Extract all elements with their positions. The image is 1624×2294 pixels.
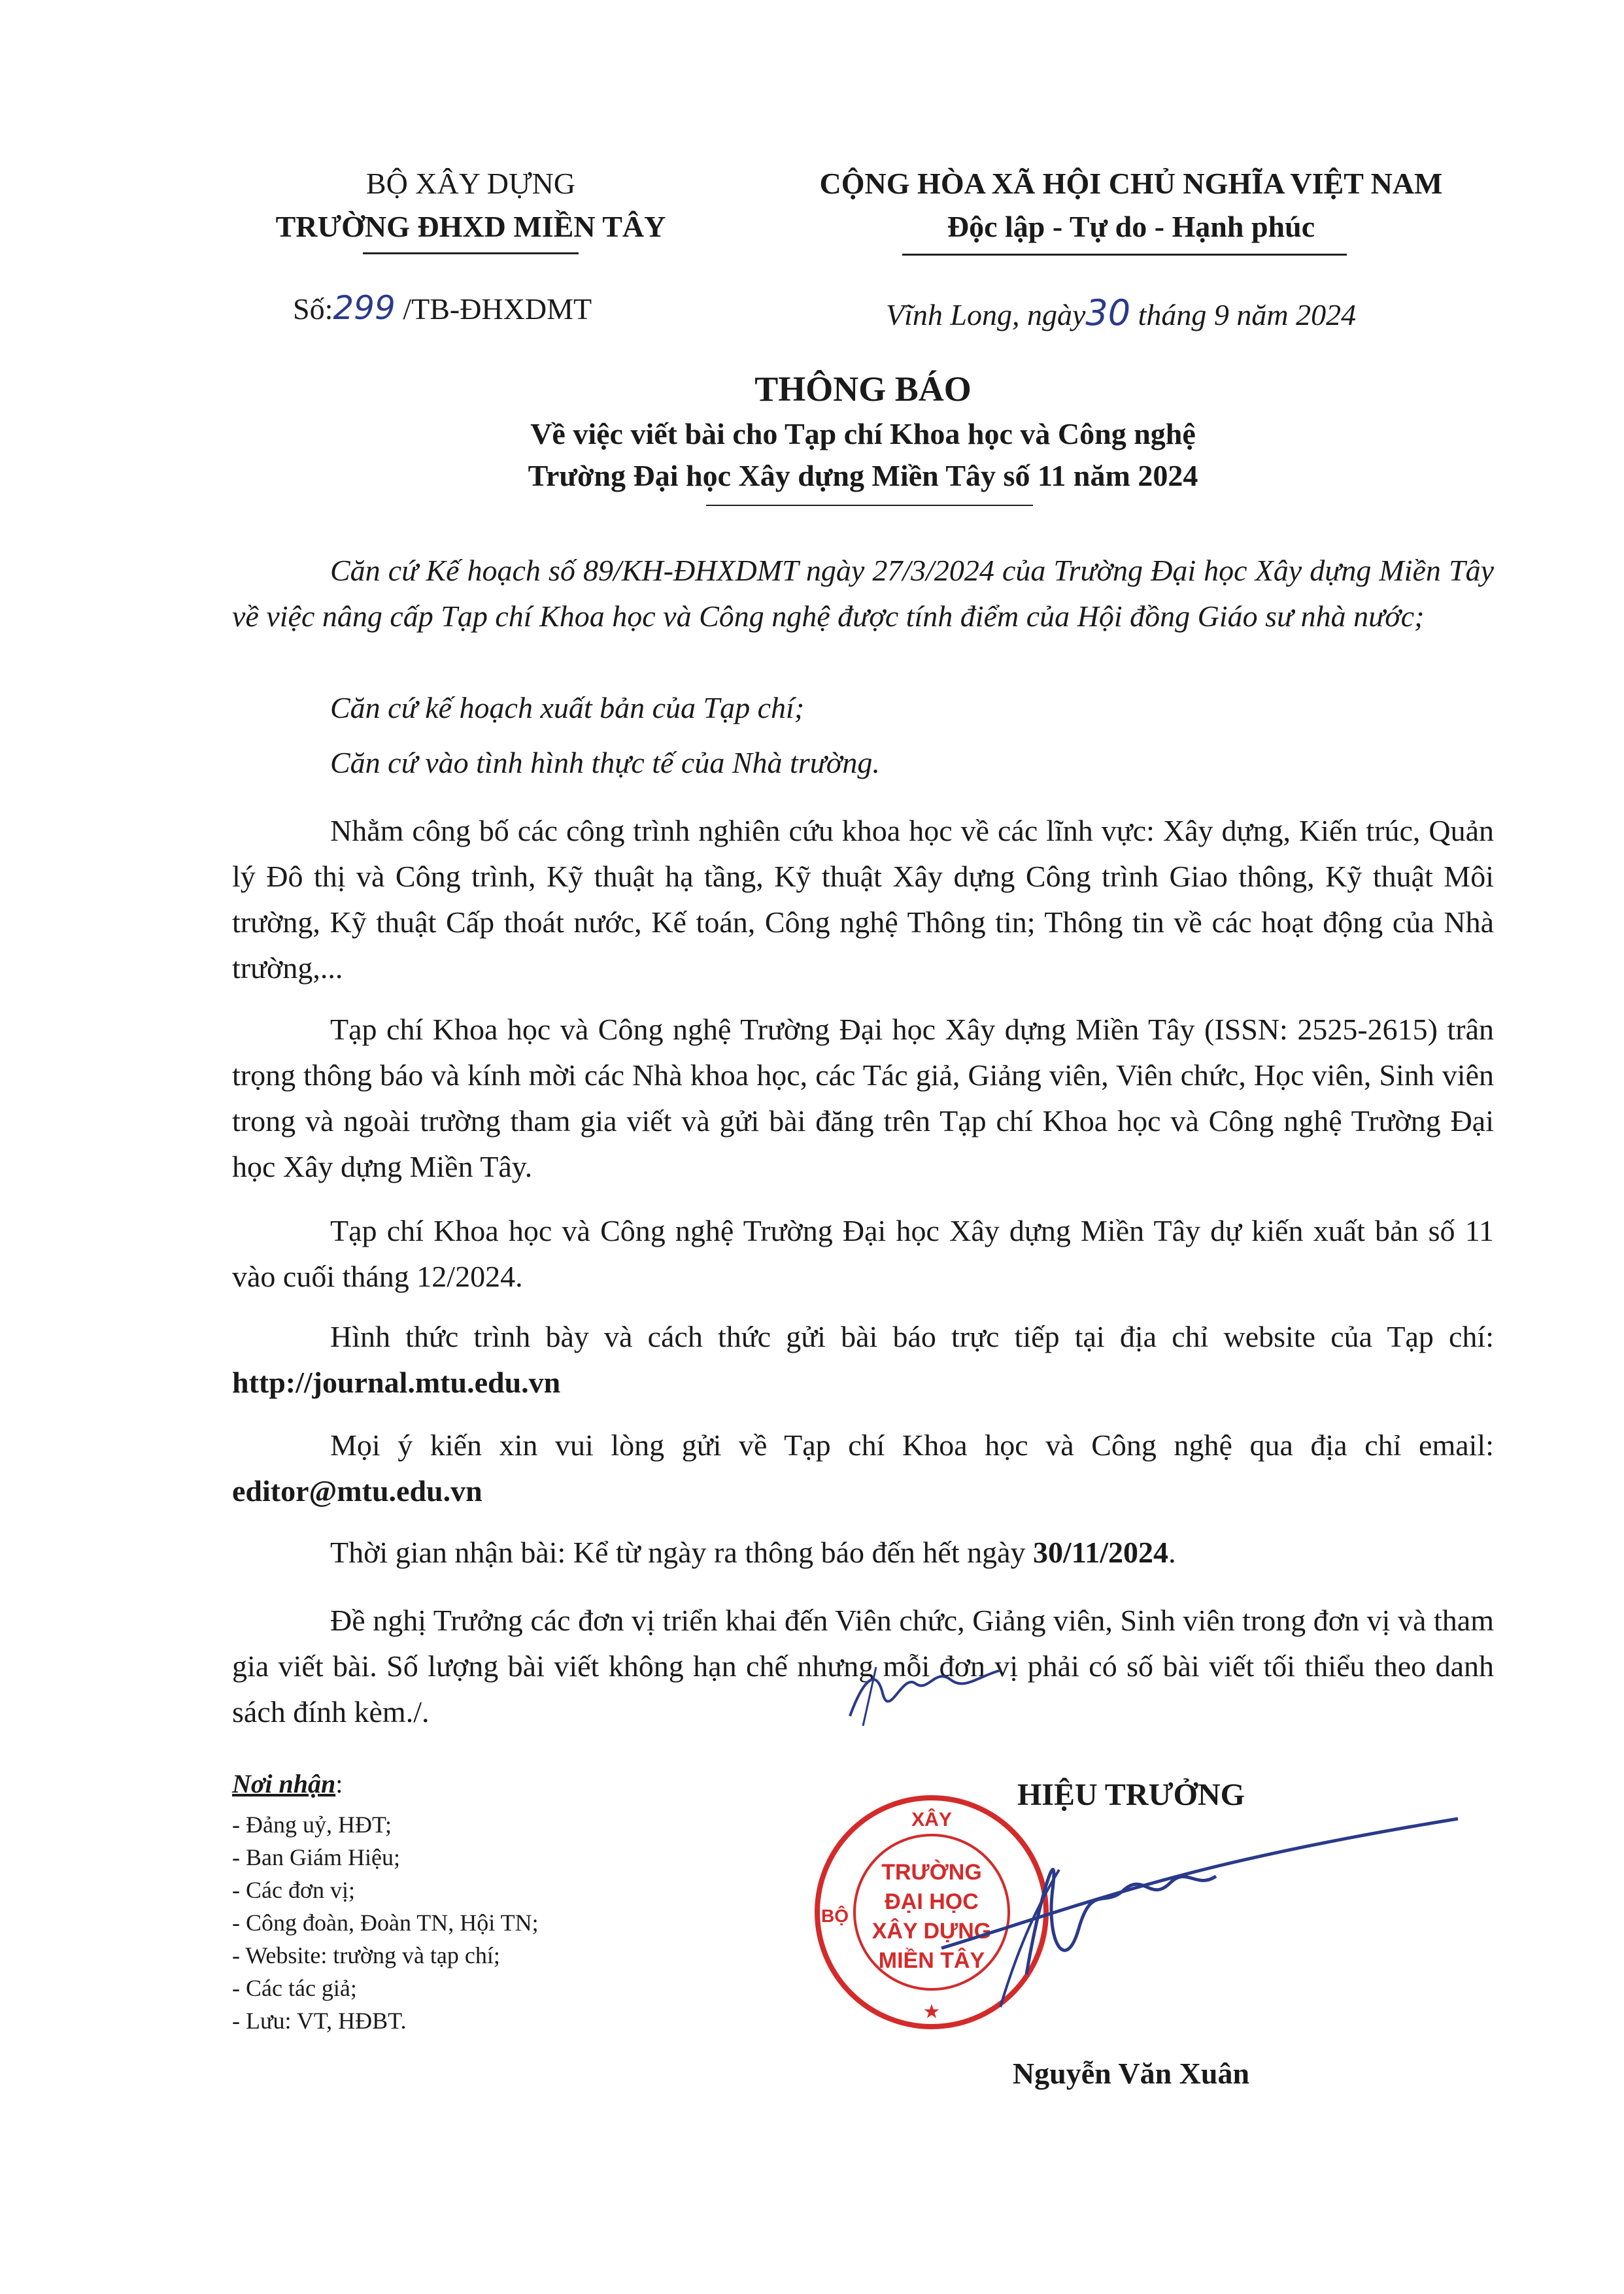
stamp-line-1: TRƯỜNG [881, 1860, 982, 1885]
country-name: CỘNG HÒA XÃ HỘI CHỦ NGHĨA VIỆT NAM [819, 167, 1443, 200]
signature-scribble [928, 1811, 1471, 2014]
signer-name: Nguyễn Văn Xuân [1012, 2057, 1250, 2090]
recipient-item: - Các đơn vị; [232, 1877, 355, 1903]
paragraph-request: Đề nghị Trưởng các đơn vị triển khai đến Viên chức, Giảng viên, Sinh viên trong đơn vị và tham gia viết bài. Số lượng bài viết không hạn chế nhưng mỗi đơn vị phải có số bài viết tối thiểu theo danh sách đính kèm./. [232, 1604, 1494, 1729]
notice-subtitle-1: Về việc viết bài cho Tạp chí Khoa học và Công nghệ [530, 417, 1196, 450]
paragraph-deadline [232, 1530, 1494, 1576]
recipient-item: - Công đoàn, Đoàn TN, Hội TN; [232, 1910, 539, 1936]
signer-role: HIỆU TRƯỞNG [1017, 1778, 1245, 1812]
legal-basis-1: Căn cứ Kế hoạch số 89/KH-ĐHXDMT ngày 27/3/2024 của Trường Đại học Xây dựng Miền Tây về việc nâng cấp Tạp chí Khoa học và Công nghệ được tính điểm của Hội đồng Giáo sư nhà nước; [232, 554, 1494, 633]
recipient-item: - Các tác giả; [232, 1975, 357, 2001]
paragraph-website [232, 1314, 1494, 1406]
date-day-handwritten: 30 [1085, 292, 1131, 333]
doc-no-prefix: Số: [293, 292, 333, 326]
paragraph-email [232, 1423, 1494, 1514]
motto: Độc lập - Tự do - Hạnh phúc [947, 210, 1315, 243]
recipient-item: - Đảng uỷ, HĐT; [232, 1812, 392, 1838]
document-number [293, 288, 718, 329]
ministry-name: BỘ XÂY DỰNG [365, 167, 576, 200]
star-icon: ★ [922, 2001, 941, 2023]
website-text: Hình thức trình bày và cách thức gửi bài báo trực tiếp tại địa chỉ website của Tạp chí: [330, 1320, 1494, 1353]
school-name: TRƯỜNG ĐHXD MIỀN TÂY [275, 210, 666, 243]
recipient-item: - Website: trường và tạp chí; [232, 1942, 500, 1968]
notice-subtitle-2: Trường Đại học Xây dựng Miền Tây số 11 năm 2024 [528, 459, 1198, 492]
deadline-text: Thời gian nhận bài: Kể từ ngày ra thông báo đến hết ngày [330, 1536, 1034, 1569]
doc-no-suffix: /TB-ĐHXDMT [403, 292, 592, 326]
legal-basis-2: Căn cứ kế hoạch xuất bản của Tạp chí; [330, 691, 805, 724]
stamp-line-3: XÂY DỰNG [871, 1919, 992, 1944]
initials-scribble [837, 1654, 1033, 1732]
recipients-label: Nơi nhận [232, 1769, 336, 1798]
editor-email-link[interactable]: editor@mtu.edu.vn [232, 1474, 482, 1508]
document-date [886, 293, 1507, 335]
deadline-date: 30/11/2024 [1033, 1536, 1169, 1569]
school-underline [363, 252, 579, 254]
email-text: Mọi ý kiến xin vui lòng gửi về Tạp chí Khoa học và Công nghệ qua địa chỉ email: [330, 1428, 1494, 1462]
journal-website-link[interactable]: http://journal.mtu.edu.vn [232, 1366, 561, 1399]
legal-basis-3: Căn cứ vào tình hình thực tế của Nhà trường. [330, 746, 880, 779]
title-underline [706, 505, 1033, 506]
notice-title: THÔNG BÁO [754, 369, 972, 409]
recipient-item: - Ban Giám Hiệu; [232, 1844, 400, 1870]
date-suffix: tháng 9 năm 2024 [1138, 298, 1357, 331]
recipients-colon: : [335, 1769, 343, 1798]
paragraph-publication-plan: Tạp chí Khoa học và Công nghệ Trường Đại học Xây dựng Miền Tây dự kiến xuất bản số 11 vào cuối tháng 12/2024. [232, 1214, 1494, 1293]
doc-no-handwritten: 299 [333, 289, 396, 327]
recipients-list [232, 1808, 755, 2037]
paragraph-research-fields: Nhằm công bố các công trình nghiên cứu khoa học về các lĩnh vực: Xây dựng, Kiến trúc, Quản lý Đô thị và Công trình, Kỹ thuật hạ tầng, Kỹ thuật Xây dựng Công trình Giao thông, Kỹ thuật Môi trường, Kỹ thuật Cấp thoát nước, Kế toán, Công nghệ Thông tin; Thông tin về các hoạt động của Nhà trường,... [232, 814, 1494, 985]
stamp-line-2: ĐẠI HỌC [885, 1889, 979, 1914]
date-prefix: Vĩnh Long, ngày [886, 298, 1086, 331]
paragraph-invitation: Tạp chí Khoa học và Công nghệ Trường Đại học Xây dựng Miền Tây (ISSN: 2525-2615) trân trọng thông báo và kính mời các Nhà khoa học, các Tác giả, Giảng viên, Viên chức, Học viên, Sinh viên trong và ngoài trường tham gia viết và gửi bài đăng trên Tạp chí Khoa học và Công nghệ Trường Đại học Xây dựng Miền Tây. [232, 1013, 1494, 1183]
deadline-end: . [1168, 1536, 1176, 1569]
motto-underline [902, 254, 1347, 256]
stamp-ring-left: BỘ [821, 1906, 849, 1926]
stamp-ring-top: XÂY [911, 1809, 952, 1830]
recipients-title [232, 1766, 755, 1802]
recipient-item: - Lưu: VT, HĐBT. [232, 2008, 407, 2034]
stamp-line-4: MIỀN TÂY [878, 1948, 985, 1973]
